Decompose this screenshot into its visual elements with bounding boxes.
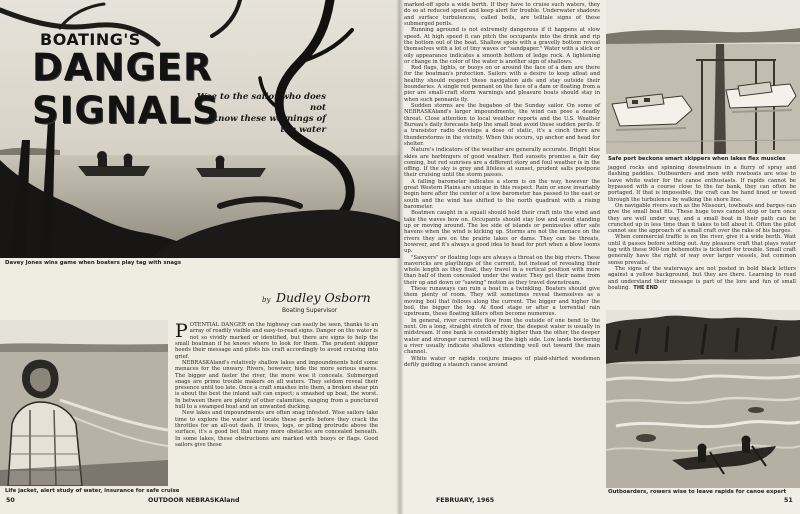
right-page [400,0,800,514]
harbor-photo [606,0,800,154]
article-paragraph: Nature's indicators of the weather are generally accurate. Bright blue skies are harbingers of good weather. Red sunsets promise a fair day coming, but red sunrises are a different story and foul weather is in the offing. If the sky is grey and lifeless at sunset, prudent salts postpone their cruising until the storm passes. [404,147,600,179]
inset-photo-image [0,320,168,486]
folio-magazine-name: OUTDOOR NEBRASKAland [148,497,240,504]
article-paragraph: jagged rocks and spinning downstream in a flurry of spray and flashing paddles. Outboarders and men with rowboats are wise to leave white water for the canoe enthusiasts. If rapids cannot be bypassed with a course close to the far bank, they can often be portaged. If that is impossible, the craft can be hand lined or towed through the turbulence by walking the shore line. [608,165,796,203]
drop-cap: P [175,320,188,342]
rapids-caption: Outboarders, rowers wise to leave rapids for canoe expert [608,489,787,495]
folio-page-number-left: 50 [6,497,15,504]
article-paragraph [175,322,378,360]
article-paragraph: A falling barometer indicates a storm is on the way, however the great Western Plains are unique in this respect. Rain or snow invariably begin here after the center of a low barometer has passed to the east or south and the wind has shifted to the north quadrant with a rising barometer. [404,178,600,210]
article-paragraph: NEBRASKAland's relatively shallow lakes and impoundments hold some menaces for the unwary. Rivers, however, hide the more serious snares. The bigger and faster the river, the more woe it conceals. Submerged snags are prime trouble makers on all waters. They seldom reveal their presence until too late. Once a craft smashes into them, a broken shear pin is about the best the inland salt can expect; a smashed up boat, the worst. In between there are plenty of other calamities, ranging from a punctured hull to a swamped boat and an unwanted ducking. [175,359,378,411]
article-paragraph: marked-off spots a wide berth. If they have to cruise such waters, they do so at reduced speed and keep alert for trouble. Underwater shadows and surface turbulences, called boils, are telltale signs of these submerged perils. [404,2,600,27]
article-column-right-2 [608,165,796,291]
hero-caption: Davey Jones wins game when boaters play tag with snags [5,260,182,266]
the-end-mark: THE END [633,284,658,291]
byline-by: by [262,296,271,304]
dek-line-2: know these warnings of the water [212,114,326,135]
article-paragraph: Sudden storms are the bugaboo of the Sunday sailor. On some of NEBRASKAland's larger impoundments, the wind can pose a deadly threat. Close attention to local weather reports and the U.S. Weather Bureau's daily forecasts help the small boat avoid these sudden perils. If a transistor radio develops a dose of static, it's a cinch there are thunderstorms in the vicinity. When this occurs, up anchor and head for shelter. [404,103,600,147]
article-paragraph-text: The signs of the waterways are not posted in bold black letters against a yellow background, but they are there. Learning to read and understand their message is part of the lore and fun of small boating. [608,266,796,291]
folio-month: FEBRUARY, 1965 [436,497,495,504]
article-paragraph: Running aground is not extremely dangerous if it happens at slow speed. At high speed it can pitch the occupants into the drink and rip the bottom out of the boat. Shallow spots with a gravelly bottom reveal themselves with a lot of tiny waves or "sandpaper." Water with a slick or oily appearance indicates a smooth bottom of ledge rock. A lightening or change in the color of the water is another sign of shallows. [404,27,600,65]
rapids-photo [606,310,800,488]
article-paragraph: In general, river currents flow from the outside of one bend to the next. On a long, straight stretch of river, the deepest water is usually in midstream. If one bank is considerably higher than the other, the deeper water and stronger current will hug the high side. Low lands bordering a river usually indicate shallows extending well out toward the main channel. [404,317,600,356]
rapids-photo-image [606,310,800,488]
article-paragraph-text: OTENTIAL DANGER on the highway can easily be seen, thanks to an array of readily visible and easy-to-read signs. Danger on the water is not so vividly marked or identified, but there are signs to help the small boatman if he knows where to look for them. The prudent skipper heeds their message and pilots his craft accordingly to avoid cruising into grief. [175,322,378,360]
byline-role: Boating Supervisor [282,308,338,314]
article-paragraph: Red flags, lights, or buoys on or around the face of a dam are there for the boatman's protection. Sailors with a desire to keep afloat and healthy should respect these navigation aids and stay outside their boundaries. A single red pennant on the face of a dam or floating from a pier are small-craft storm warnings and pleasure boats should stay in when such pennants fly. [404,65,600,103]
article-paragraph: Boatmen caught in a squall should hold their craft into the wind and take the waves bow on. Occupants should stay low and avoid standing up or moving around. The lee side of islands or peninsulas offer safe havens when the wind is kicking up. Storms are not the menace on the rivers they are on the prairie lakes or dams. They can be threats, however, and it's always a good idea to head for port when a blow looms up. [404,210,600,255]
article-paragraph: "Sawyers" or floating logs are always a threat on the big rivers. These mavericks are playthings of the current, but instead of revealing their whole length as they float, they travel in a vertical position with more than half of them concealed under the water. They get their name from their up and down or "sawing" motion as they travel downstream. [404,254,600,286]
kicker: BOATING'S [40,30,141,49]
byline-author: Dudley Osborn [276,290,371,305]
dek [196,92,326,136]
article-paragraph: White water or rapids conjure images of plaid-shirted woodsmen deftly guiding a staunch canoe around [404,355,600,368]
inset-caption: Life jacket, alert study of water, insurance for safe cruise [5,488,180,494]
inset-photo [0,320,168,486]
article-column-right-1 [404,2,600,368]
dek-line-1: Woe to the sailor who does not [196,92,326,113]
folio-page-number-right: 51 [784,497,793,504]
headline: DANGER SIGNALS [32,46,220,132]
article-paragraph: New lakes and impoundments are often snag infested. Wise sailors take time to explore the water and locate these perils before they crack the throttles for an all-out dash. If trees, logs, or piling protrude above the surface, it's a good bet that many more obstacles are concealed beneath. In some lakes, these obstructions are marked with buoys or flags. Good sailors give these [175,410,378,448]
article-paragraph: On navigable rivers such as the Missouri, towboats and barges can give the small boat fits. These huge tows cannot stop or turn once they are well under way, and a small boat in their path can be crunched up in less time than it takes to tell about it. Often the pilot cannot see the approach of a small craft over the rake of his barges. [608,202,796,235]
article-column-left [175,322,378,448]
page-gutter [396,0,404,514]
harbor-caption: Safe port beckons smart skippers when lakes flex muscles [608,156,786,162]
harbor-photo-image [606,0,800,154]
article-paragraph: These runaways can ruin a boat in a twinkling. Boaters should give them plenty of room. They will sometimes reveal themselves as a moving boil that follows along the current. The bigger and higher the boil, the bigger the log. At flood stage or after a torrential rain upstream, these floating killers often become numerous. [404,286,600,318]
article-paragraph: When commercial traffic is on the river, give it a wide berth. Wait until it passes before setting out. Any pleasure craft that plays water tag with these 900-ton behemoths is ticketed for trouble. Small craft generally have the right of way over larger vessels, but common sense prevails. [608,234,796,266]
article-paragraph [608,266,796,291]
